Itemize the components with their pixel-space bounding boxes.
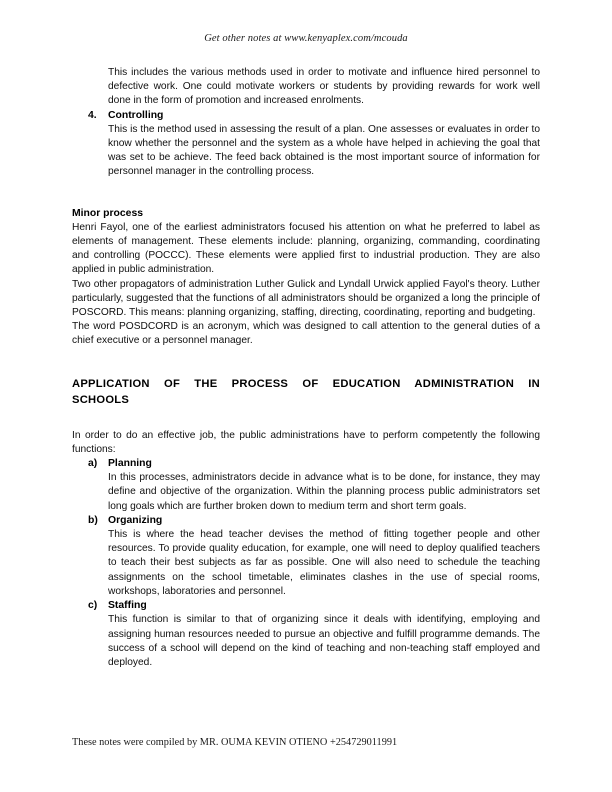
section-spacer <box>72 408 540 429</box>
list-marker: 4. <box>88 109 97 121</box>
application-section-heading <box>72 376 540 408</box>
list-item-label: Planning <box>108 458 152 470</box>
list-marker: b) <box>88 514 98 526</box>
minor-process-paragraph-1: Henri Fayol, one of the earliest administrators focused his attention on what he preferred to label as elements of management. These elements include: planning, organizing, commanding, coordinating and controlling (POCCC). These elements were applied first to industrial production. They are also applied in public administration. <box>72 221 540 276</box>
list-item-organizing <box>72 514 540 528</box>
minor-process-paragraph-2: Two other propagators of administration Luther Gulick and Lyndall Urwick applied Fayol's theory. Luther particularly, suggested that the functions of all administrators should be organized a long the principle of POSCORD. This means: planning organizing, staffing, directing, coordinating, reporting and budgeting. <box>72 278 540 319</box>
list-item-staffing <box>72 599 540 613</box>
list-marker: a) <box>88 458 98 470</box>
list-marker: c) <box>88 600 98 612</box>
minor-process-heading: Minor process <box>72 207 144 219</box>
application-heading-line-2: SCHOOLS <box>72 393 130 406</box>
list-item-body-controlling: This is the method used in assessing the result of a plan. One assesses or evaluates in order to know whether the personnel and the system as a whole have helped in achieving the goal that was set to be achieve. The feed back obtained is the most important source of information for personnel manager in the controlling process. <box>108 123 540 178</box>
page-header-note: Get other notes at www.kenyaplex.com/mcouda <box>204 33 408 44</box>
section-spacer <box>72 349 540 376</box>
list-item-label: Staffing <box>108 600 147 612</box>
application-heading-line-1: APPLICATION OF THE PROCESS OF EDUCATION ADMINISTRATION IN <box>72 377 540 390</box>
application-intro-paragraph: In order to do an effective job, the public administrations have to perform competently the following functions: <box>72 429 540 455</box>
continued-paragraph: This includes the various methods used in order to motivate and influence hired personnel to defective work. One could motivate workers or students by providing rewards for work well done in the form of promotion and increased enrolments. <box>108 67 540 107</box>
list-item-body-planning: In this processes, administrators decide in advance what is to be done, for instance, they may define and objective of the organization. Within the planning process public administrators set long goals which are further broken down to medium term and short term goals. <box>108 472 540 512</box>
list-item-label: Controlling <box>108 109 164 121</box>
document-body <box>72 66 540 670</box>
list-item-planning <box>72 457 540 471</box>
minor-process-paragraph-3: The word POSDCORD is an acronym, which was designed to call attention to the general duties of a chief executive or a personnel manager. <box>72 321 540 347</box>
list-item-controlling <box>72 109 540 123</box>
page-footer-note: These notes were compiled by MR. OUMA KEVIN OTIENO +254729011991 <box>72 737 398 748</box>
list-item-body-staffing: This function is similar to that of organizing since it deals with identifying, employing and assigning human resources needed to pursue an objective and fulfill programme demands. The success of a school will depend on the kind of teaching and non-teaching staff employed and deployed. <box>108 614 540 668</box>
section-spacer <box>72 180 540 207</box>
list-item-label: Organizing <box>108 514 163 526</box>
list-item-body-organizing: This is where the head teacher devises the method of fitting together people and other resources. To provide quality education, for example, one will need to deploy qualified teachers to teach their best subjects as far as possible. One will also need to schedule the teaching assignments on the school timetable, eliminates clashes in the use of special rooms, workshops, laboratories and personnel. <box>108 529 540 597</box>
